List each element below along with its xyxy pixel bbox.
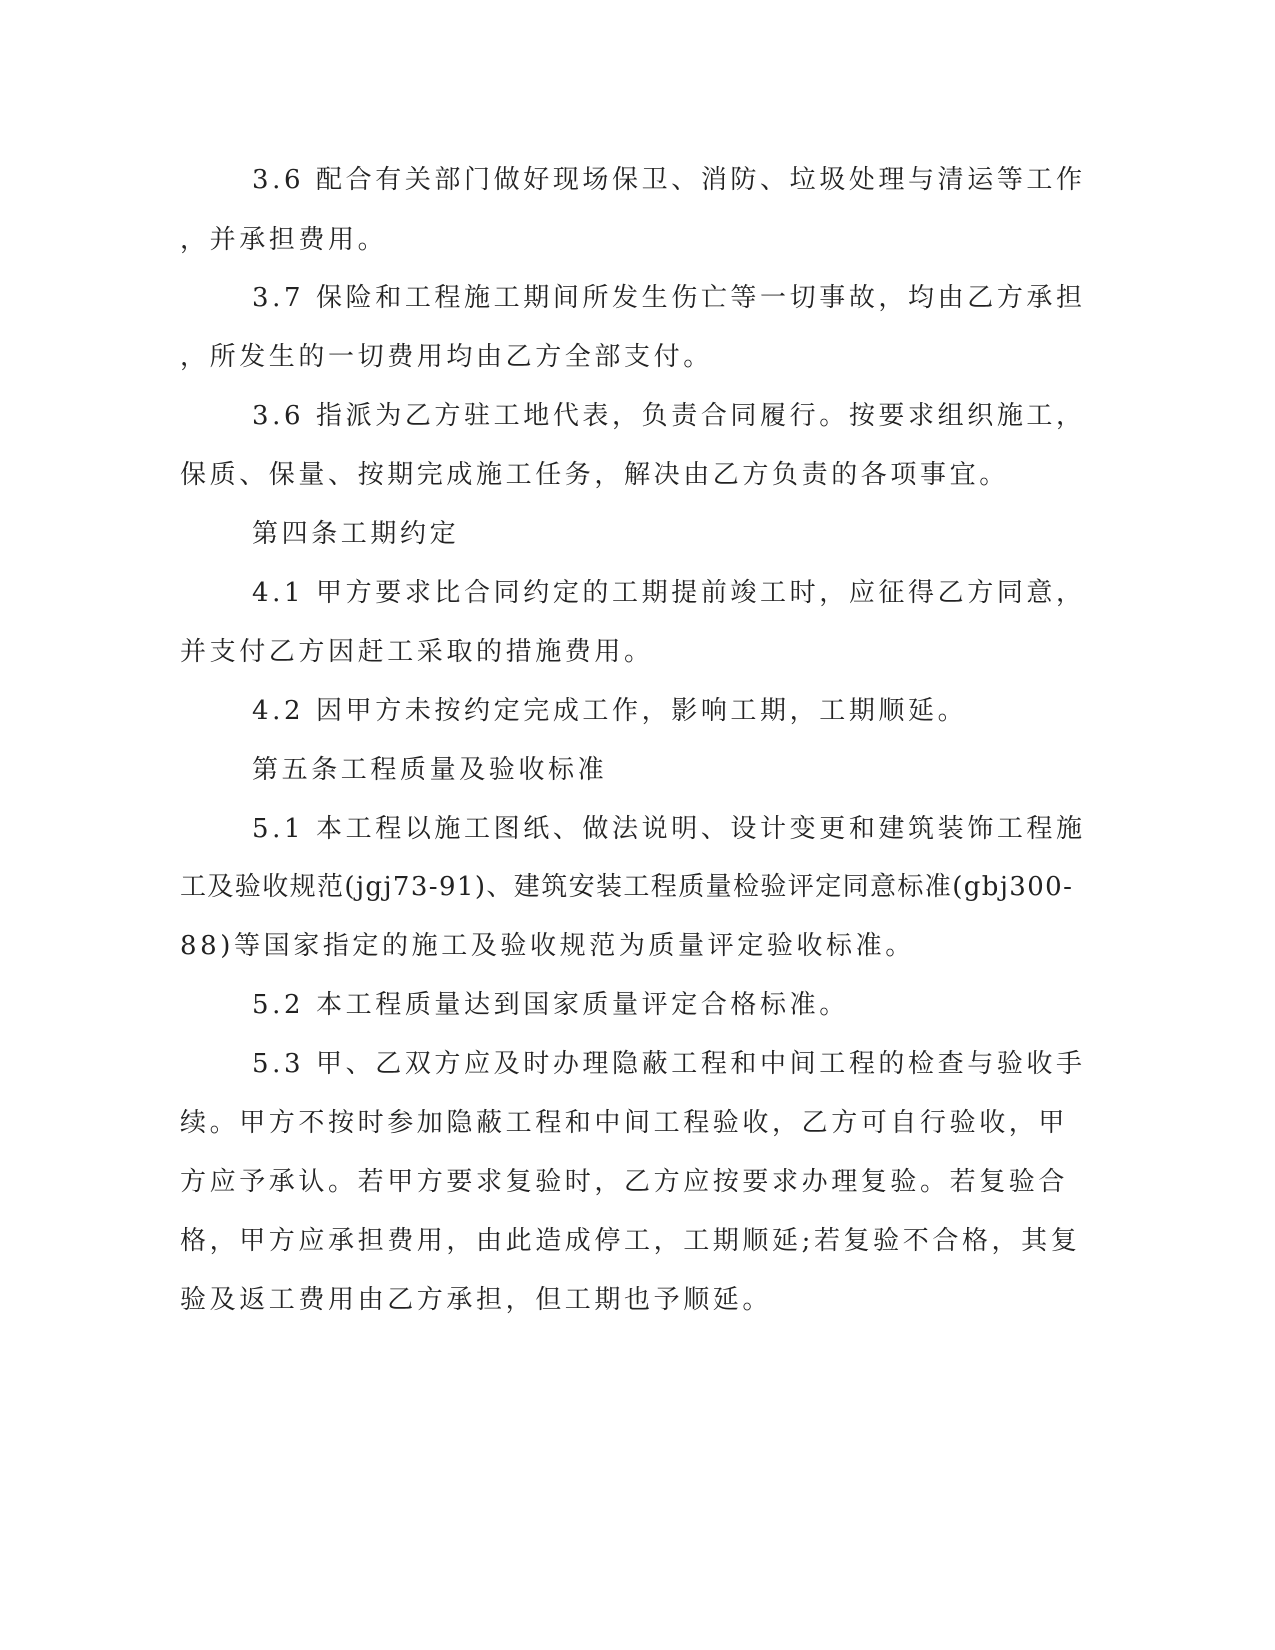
text-line: 保质、保量、按期完成施工任务，解决由乙方负责的各项事宜。	[180, 460, 1009, 490]
text-line: 3.6 指派为乙方驻工地代表，负责合同履行。按要求组织施工，	[252, 401, 1086, 431]
section-heading: 第四条工期约定	[252, 519, 460, 549]
text-line: 4.1 甲方要求比合同约定的工期提前竣工时，应征得乙方同意，	[252, 578, 1086, 608]
text-line: 验及返工费用由乙方承担，但工期也予顺延。	[180, 1285, 773, 1315]
text-line: 并支付乙方因赶工采取的措施费用。	[180, 637, 654, 667]
text-line: ，并承担费用。	[180, 225, 388, 255]
text-line: ，所发生的一切费用均由乙方全部支付。	[180, 342, 713, 372]
text-line: 5.3 甲、乙双方应及时办理隐蔽工程和中间工程的检查与验收手	[252, 1049, 1086, 1079]
text-line: 续。甲方不按时参加隐蔽工程和中间工程验收，乙方可自行验收，甲	[180, 1108, 1069, 1138]
text-line: 格，甲方应承担费用，由此造成停工，工期顺延;若复验不合格，其复	[180, 1226, 1081, 1256]
document-page	[180, 0, 1086, 1650]
text-line: 5.2 本工程质量达到国家质量评定合格标准。	[252, 990, 849, 1020]
text-line: 88)等国家指定的施工及验收规范为质量评定验收标准。	[180, 931, 915, 961]
text-line: 5.1 本工程以施工图纸、做法说明、设计变更和建筑装饰工程施	[252, 814, 1086, 844]
text-line: 3.7 保险和工程施工期间所发生伤亡等一切事故，均由乙方承担	[252, 283, 1086, 313]
section-heading: 第五条工程质量及验收标准	[252, 755, 608, 785]
text-line: 工及验收规范(jgj73-91)、建筑安装工程质量检验评定同意标准(gbj300-	[180, 872, 1074, 902]
text-line: 方应予承认。若甲方要求复验时，乙方应按要求办理复验。若复验合	[180, 1167, 1069, 1197]
text-line: 3.6 配合有关部门做好现场保卫、消防、垃圾处理与清运等工作	[252, 165, 1086, 195]
text-line: 4.2 因甲方未按约定完成工作，影响工期，工期顺延。	[252, 696, 968, 726]
